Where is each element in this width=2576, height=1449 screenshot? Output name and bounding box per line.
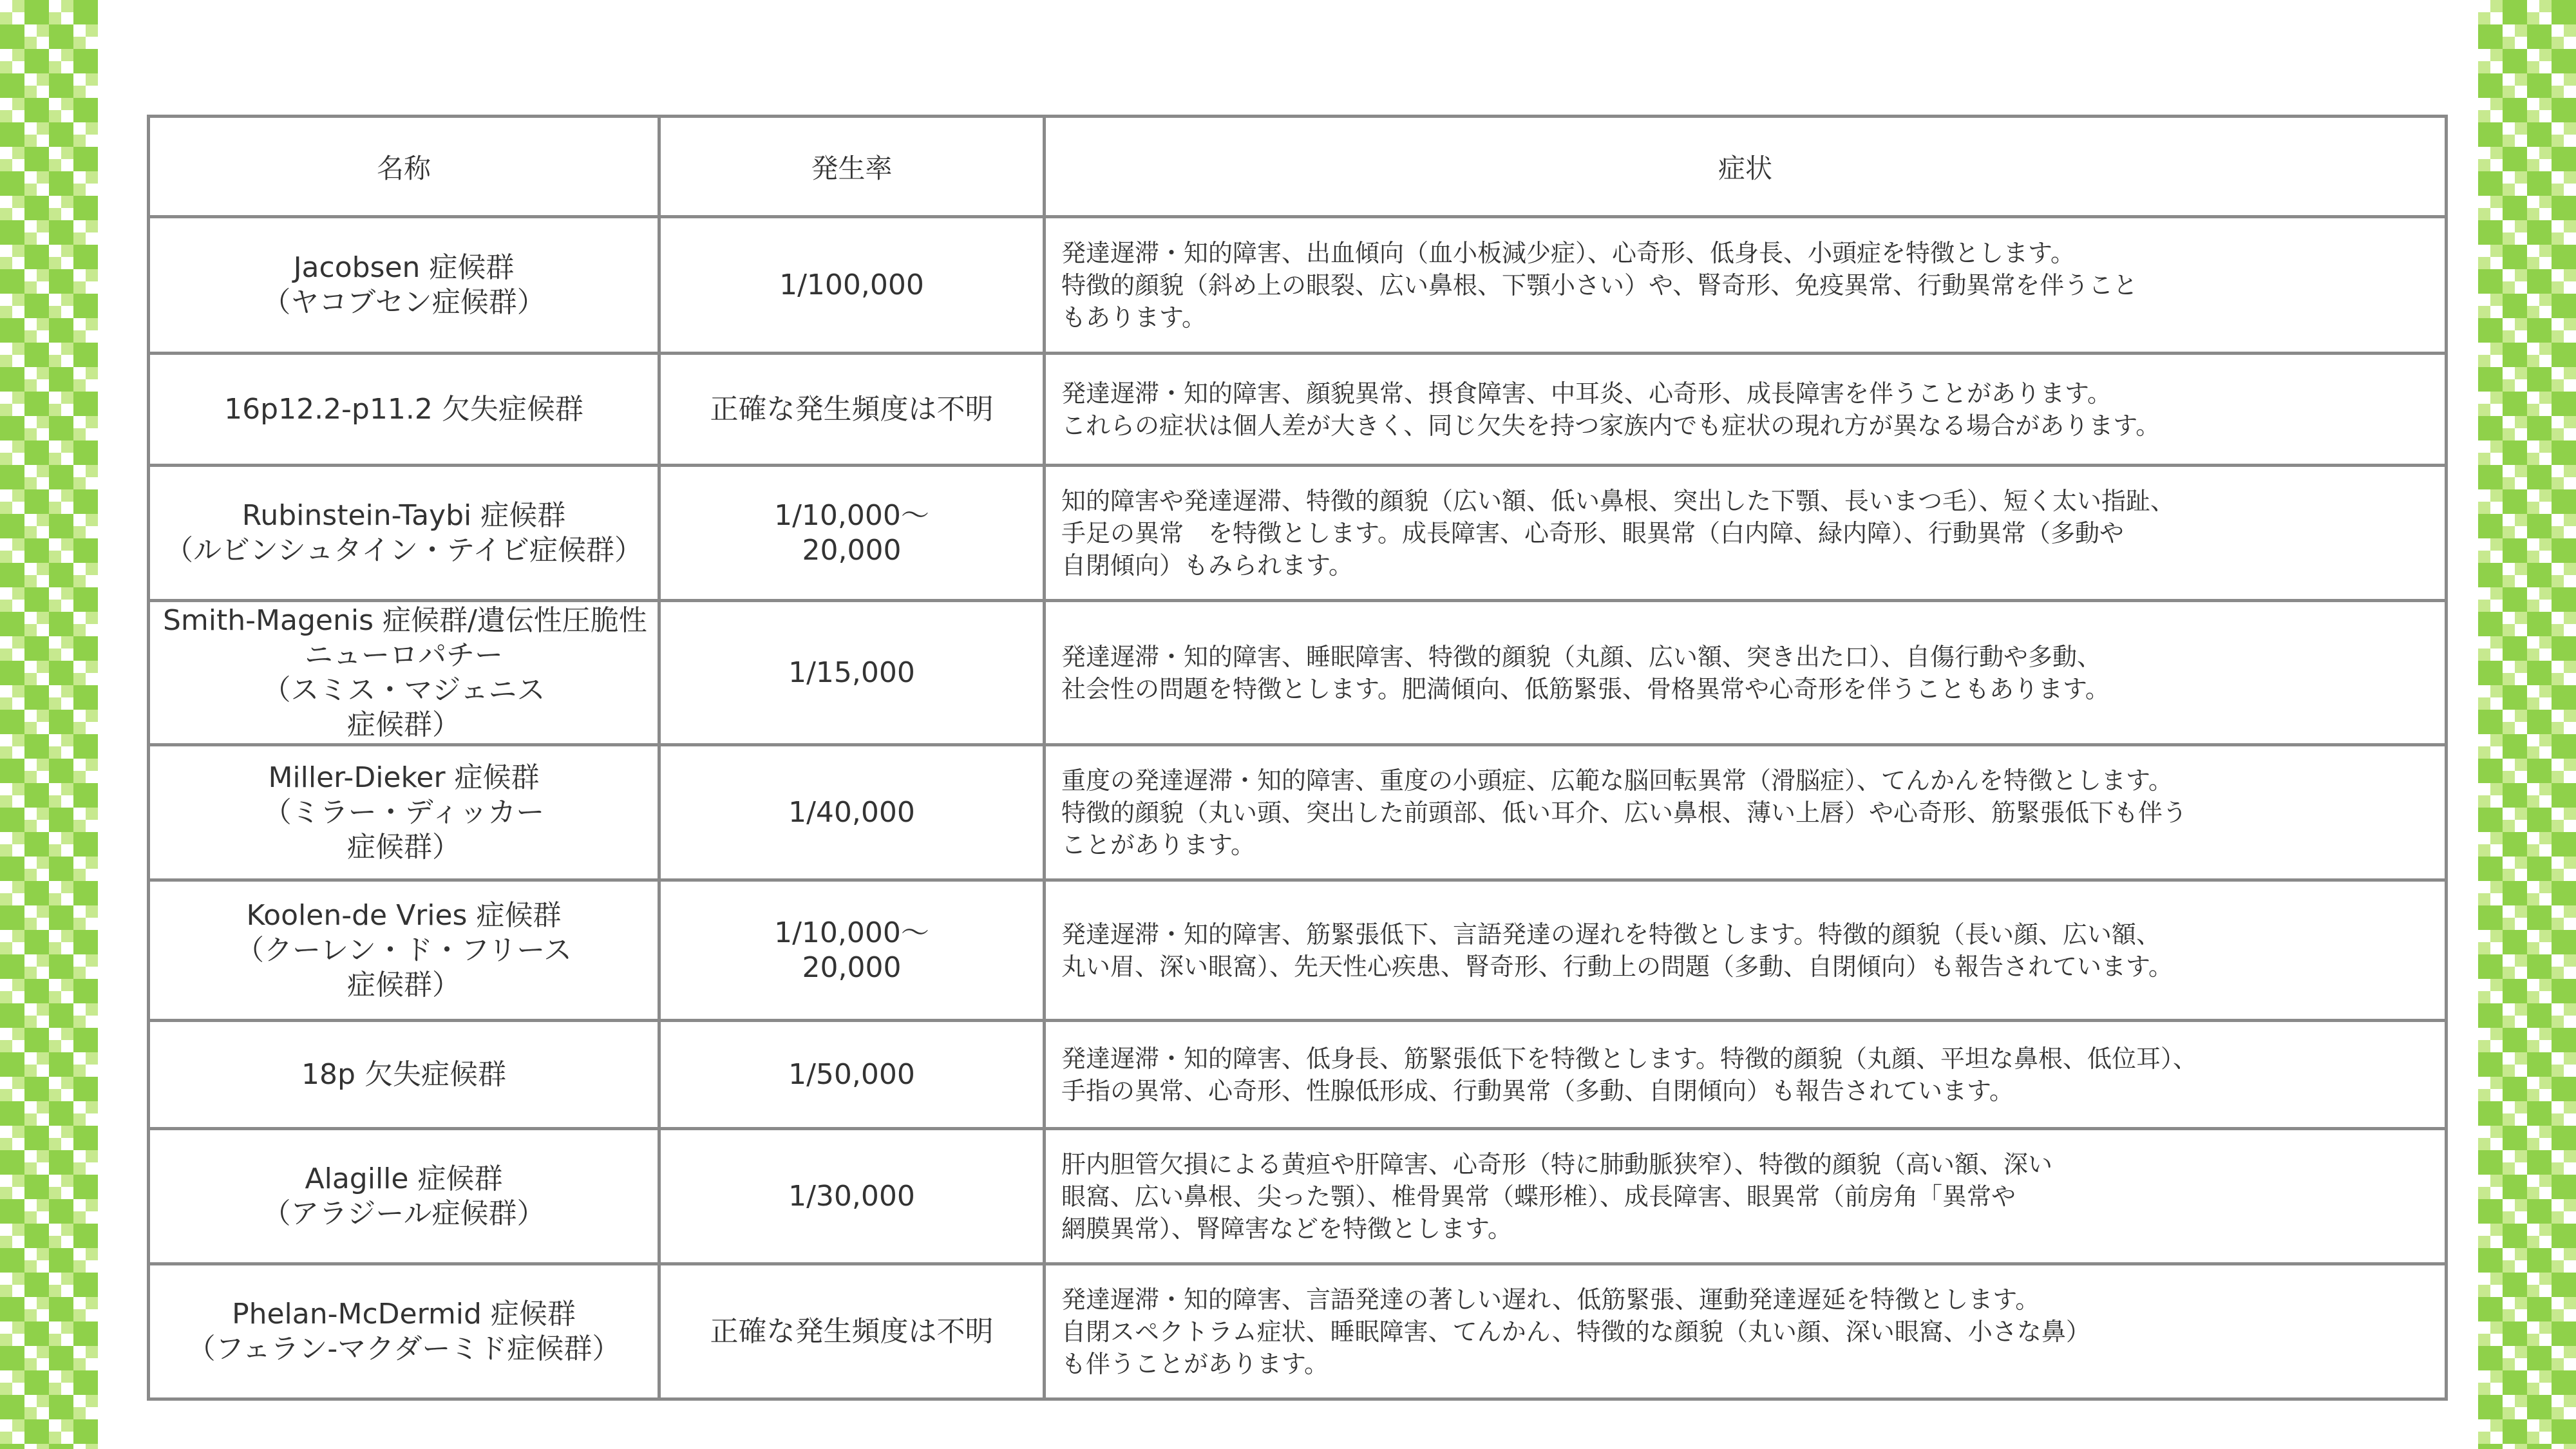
table-row — [149, 1129, 2447, 1264]
cell-symptoms-line: 発達遅滞・知的障害、筋緊張低下、言語発達の遅れを特徴とします。特徴的顔貌（長い顔、広い額、 — [1061, 920, 2161, 949]
cell-rate — [659, 354, 1045, 466]
cell-rate-line: 1/10,000～ — [774, 498, 929, 532]
cell-rate-line: 20,000 — [802, 533, 902, 567]
syndrome-table — [147, 115, 2448, 1401]
cell-rate-line: 正確な発生頻度は不明 — [710, 392, 994, 426]
cell-symptoms — [1045, 217, 2447, 354]
cell-symptoms — [1045, 601, 2447, 745]
cell-rate — [659, 1129, 1045, 1264]
cell-rate-line: 1/40,000 — [788, 795, 915, 829]
cell-symptoms-line: 発達遅滞・知的障害、言語発達の著しい遅れ、低筋緊張、運動発達遅延を特徴とします。 — [1061, 1285, 2040, 1314]
cell-symptoms-line: 自閉スペクトラム症状、睡眠障害、てんかん、特徴的な顔貌（丸い顔、深い眼窩、小さな鼻） — [1061, 1317, 2090, 1346]
cell-symptoms-line: 丸い眉、深い眼窩）、先天性心疾患、腎奇形、行動上の問題（多動、自閉傾向）も報告されています。 — [1061, 952, 2173, 981]
cell-symptoms-line: 自閉傾向）もみられます。 — [1061, 551, 1353, 580]
cell-name-line: 症候群） — [347, 968, 460, 1001]
cell-rate-line: 1/30,000 — [788, 1179, 915, 1213]
cell-name — [149, 601, 659, 745]
cell-rate — [659, 1264, 1045, 1399]
cell-rate-line: 1/50,000 — [788, 1057, 915, 1091]
cell-rate — [659, 1021, 1045, 1129]
cell-name-line: （ミラー・ディッカー — [263, 795, 545, 829]
header-rate: 発生率 — [659, 117, 1045, 217]
table-body — [149, 217, 2447, 1399]
cell-symptoms — [1045, 1129, 2447, 1264]
table-row — [149, 880, 2447, 1021]
cell-symptoms-line: 社会性の問題を特徴とします。肥満傾向、低筋緊張、骨格異常や心奇形を伴うこともあります。 — [1061, 674, 2110, 703]
cell-name-line: 症候群） — [347, 830, 460, 864]
cell-symptoms-line: 発達遅滞・知的障害、出血傾向（血小板減少症）、心奇形、低身長、小頭症を特徴とします。 — [1061, 238, 2075, 267]
cell-name-line: 18p 欠失症候群 — [301, 1057, 506, 1091]
cell-symptoms-line: ことがあります。 — [1061, 830, 1255, 859]
cell-symptoms-line: 肝内胆管欠損による黄疸や肝障害、心奇形（特に肺動脈狭窄）、特徴的顔貌（高い額、深い — [1061, 1150, 2053, 1179]
cell-symptoms — [1045, 466, 2447, 601]
cell-name-line: Smith-Magenis 症候群/遺伝性圧脆性 — [163, 603, 647, 637]
cell-rate-line: 1/15,000 — [788, 656, 915, 689]
cell-rate — [659, 880, 1045, 1021]
cell-rate — [659, 745, 1045, 880]
cell-symptoms — [1045, 880, 2447, 1021]
cell-rate — [659, 601, 1045, 745]
cell-name-line: （ヤコブセン症候群） — [262, 285, 545, 319]
cell-symptoms-line: 網膜異常）、腎障害などを特徴とします。 — [1061, 1214, 1512, 1243]
table-row — [149, 354, 2447, 466]
cell-name-line: （フェラン-マクダーミド症候群） — [187, 1332, 621, 1365]
table-row — [149, 466, 2447, 601]
cell-name-line: 16p12.2-p11.2 欠失症候群 — [224, 392, 583, 426]
table-row — [149, 217, 2447, 354]
cell-name — [149, 1264, 659, 1399]
cell-symptoms — [1045, 1021, 2447, 1129]
table-row — [149, 1021, 2447, 1129]
cell-name-line: Koolen-de Vries 症候群 — [246, 898, 562, 932]
cell-name-line: （スミス・マジェニス — [262, 673, 545, 706]
cell-symptoms-line: 知的障害や発達遅滞、特徴的顔貌（広い額、低い鼻根、突出した下顎、長いまつ毛）、短く太い指趾、 — [1061, 486, 2175, 515]
cell-name — [149, 354, 659, 466]
checkered-border-right — [2478, 0, 2576, 1449]
cell-symptoms-line: もあります。 — [1061, 303, 1206, 332]
cell-symptoms-line: 手指の異常、心奇形、性腺低形成、行動異常（多動、自閉傾向）も報告されています。 — [1061, 1076, 2014, 1105]
cell-symptoms-line: 特徴的顔貌（斜め上の眼裂、広い鼻根、下顎小さい）や、腎奇形、免疫異常、行動異常を伴うこと — [1061, 270, 2138, 299]
cell-rate-line: 1/100,000 — [779, 268, 924, 301]
cell-name-line: Rubinstein-Taybi 症候群 — [242, 498, 566, 532]
cell-name-line: Miller-Dieker 症候群 — [268, 761, 540, 794]
cell-name-line: （アラジール症候群） — [262, 1197, 545, 1230]
cell-symptoms-line: これらの症状は個人差が大きく、同じ欠失を持つ家族内でも症状の現れ方が異なる場合があります。 — [1061, 411, 2161, 440]
cell-name-line: 症候群） — [347, 708, 460, 741]
table-row — [149, 1264, 2447, 1399]
cell-name-line: （クーレン・ド・フリース — [235, 933, 573, 967]
cell-name — [149, 217, 659, 354]
cell-name-line: Alagille 症候群 — [305, 1162, 503, 1195]
cell-symptoms-line: 眼窩、広い鼻根、尖った顎）、椎骨異常（蝶形椎）、成長障害、眼異常（前房角「異常や — [1061, 1182, 2016, 1211]
cell-symptoms-line: も伴うことがあります。 — [1061, 1349, 1329, 1378]
cell-name — [149, 745, 659, 880]
table-row — [149, 745, 2447, 880]
cell-name — [149, 466, 659, 601]
cell-name-line: Jacobsen 症候群 — [293, 251, 515, 284]
cell-rate — [659, 217, 1045, 354]
header-symptoms: 症状 — [1045, 117, 2447, 217]
checkered-border-left — [0, 0, 98, 1449]
cell-name — [149, 1021, 659, 1129]
cell-symptoms — [1045, 1264, 2447, 1399]
cell-symptoms-line: 発達遅滞・知的障害、顔貌異常、摂食障害、中耳炎、心奇形、成長障害を伴うことがあります。 — [1061, 379, 2112, 408]
cell-rate — [659, 466, 1045, 601]
cell-name — [149, 880, 659, 1021]
cell-symptoms-line: 重度の発達遅滞・知的障害、重度の小頭症、広範な脳回転異常（滑脳症）、てんかんを特徴とします。 — [1061, 766, 2173, 795]
header-name: 名称 — [149, 117, 659, 217]
cell-symptoms — [1045, 745, 2447, 880]
table-row — [149, 601, 2447, 745]
cell-rate-line: 正確な発生頻度は不明 — [710, 1314, 994, 1348]
cell-symptoms-line: 手足の異常 を特徴とします。成長障害、心奇形、眼異常（白内障、緑内障）、行動異常（多動や — [1061, 518, 2124, 547]
cell-symptoms-line: 特徴的顔貌（丸い頭、突出した前頭部、低い耳介、広い鼻根、薄い上唇）や心奇形、筋緊張低下も伴う — [1061, 798, 2188, 827]
cell-name-line: Phelan-McDermid 症候群 — [232, 1297, 576, 1331]
cell-symptoms — [1045, 354, 2447, 466]
cell-rate-line: 20,000 — [802, 951, 902, 984]
table-header-row — [149, 117, 2447, 217]
cell-name-line: ニューロパチー — [305, 638, 503, 672]
cell-rate-line: 1/10,000～ — [774, 916, 929, 949]
cell-symptoms-line: 発達遅滞・知的障害、低身長、筋緊張低下を特徴とします。特徴的顔貌（丸顔、平坦な鼻根、低位耳）、 — [1061, 1044, 2197, 1073]
cell-symptoms-line: 発達遅滞・知的障害、睡眠障害、特徴的顔貌（丸顔、広い額、突き出た口）、自傷行動や多動、 — [1061, 642, 2102, 671]
cell-name-line: （ルビンシュタイン・テイビ症候群） — [164, 533, 643, 567]
cell-name — [149, 1129, 659, 1264]
